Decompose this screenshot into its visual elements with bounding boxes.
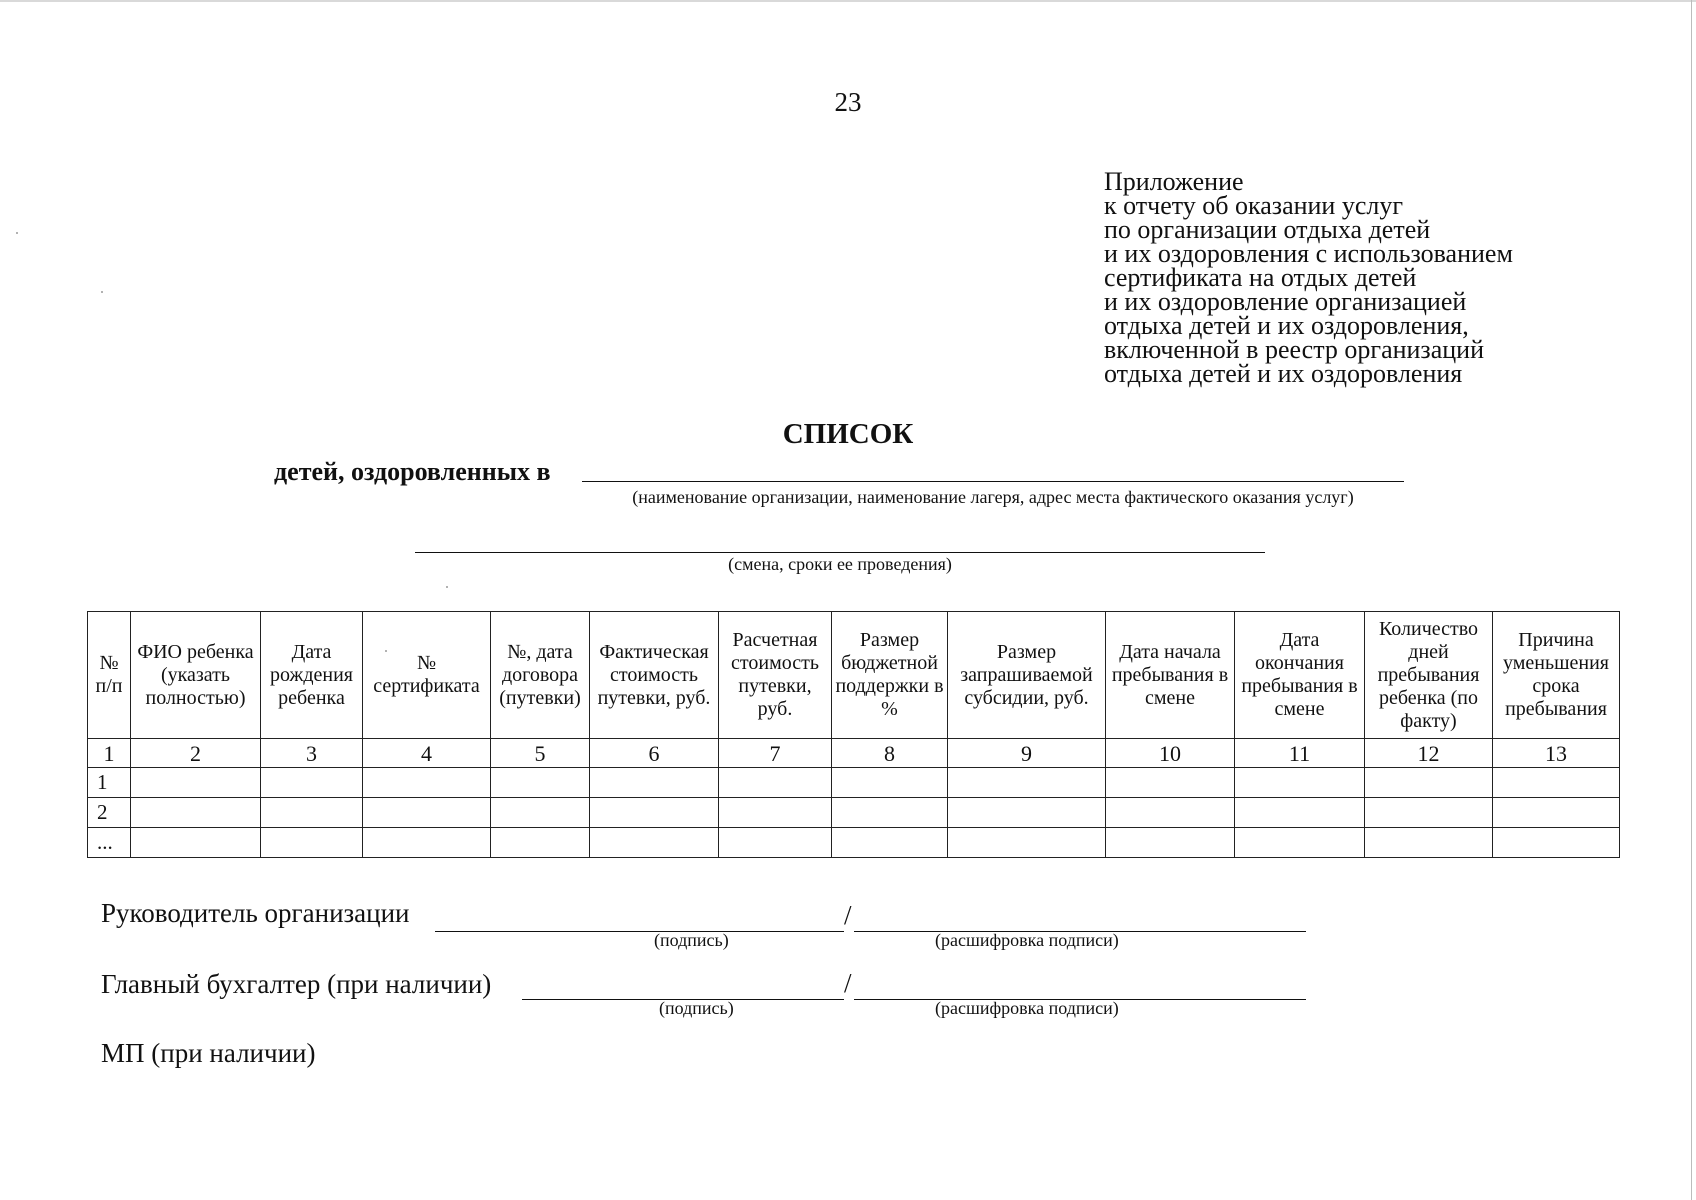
table-cell[interactable]: [1106, 798, 1235, 828]
appendix-line: и их оздоровление организацией: [1104, 287, 1467, 316]
column-header: № п/п: [88, 612, 131, 739]
column-header: Дата начала пребывания в смене: [1106, 612, 1235, 739]
table-cell[interactable]: [590, 798, 719, 828]
table-row: [88, 798, 1620, 828]
column-number: 13: [1493, 739, 1620, 768]
accountant-signature-label: Главный бухгалтер (при наличии): [101, 969, 492, 999]
appendix-line: отдыха детей и их оздоровления,: [1104, 311, 1469, 340]
signature-separator: /: [844, 900, 852, 930]
table-cell[interactable]: [719, 768, 832, 798]
table-cell[interactable]: [948, 798, 1106, 828]
table-cell[interactable]: [590, 768, 719, 798]
table-cell[interactable]: [1106, 828, 1235, 858]
table-cell[interactable]: [363, 768, 491, 798]
page-number: 23: [834, 87, 862, 117]
table-cell[interactable]: [491, 798, 590, 828]
table-cell[interactable]: [1493, 768, 1620, 798]
document-subtitle: детей, оздоровленных в: [274, 457, 551, 486]
table-cell[interactable]: [590, 828, 719, 858]
table-cell[interactable]: [832, 798, 948, 828]
signature-caption: (подпись): [659, 998, 734, 1018]
shift-caption: (смена, сроки ее проведения): [728, 554, 952, 574]
page-edge: [0, 0, 1696, 2]
table-cell[interactable]: [261, 798, 363, 828]
table-row: [88, 828, 1620, 858]
row-number: ...: [88, 828, 131, 858]
appendix-line: включенной в реестр организаций: [1104, 335, 1484, 364]
table-cell[interactable]: [131, 798, 261, 828]
column-header: Размер запрашиваемой субсидии, руб.: [948, 612, 1106, 739]
column-number: 4: [363, 739, 491, 768]
column-header: ФИО ребенка (указать полностью): [131, 612, 261, 739]
table-cell[interactable]: [1235, 798, 1365, 828]
head-signature-line[interactable]: [435, 931, 844, 932]
table-cell[interactable]: [363, 828, 491, 858]
appendix-line: отдыха детей и их оздоровления: [1104, 359, 1463, 388]
stamp-label: МП (при наличии): [101, 1038, 316, 1068]
table-cell[interactable]: [948, 828, 1106, 858]
document-title: СПИСОК: [782, 418, 914, 450]
column-header: Размер бюджетной поддержки в %: [832, 612, 948, 739]
column-number: 11: [1235, 739, 1365, 768]
table-cell[interactable]: [261, 828, 363, 858]
appendix-note: [1104, 167, 1513, 388]
column-number: 10: [1106, 739, 1235, 768]
table-cell[interactable]: [491, 828, 590, 858]
decoding-caption: (расшифровка подписи): [935, 930, 1119, 950]
column-header: Дата окончания пребывания в смене: [1235, 612, 1365, 739]
table-cell[interactable]: [1235, 828, 1365, 858]
signature-separator: /: [844, 968, 852, 998]
table-cell[interactable]: [832, 768, 948, 798]
scan-speck: [101, 291, 103, 293]
appendix-line: к отчету об оказании услуг: [1104, 191, 1404, 220]
scan-speck: [446, 586, 448, 588]
table-cell[interactable]: [832, 828, 948, 858]
decoding-caption: (расшифровка подписи): [935, 998, 1119, 1018]
table-cell[interactable]: [131, 768, 261, 798]
organization-caption: (наименование организации, наименование лагеря, адрес места фактического оказания услуг): [632, 487, 1354, 507]
appendix-line: Приложение: [1104, 167, 1244, 196]
head-signature-label: Руководитель организации: [101, 898, 410, 928]
column-header: Расчетная стоимость путевки, руб.: [719, 612, 832, 739]
column-number-row: [88, 739, 1620, 768]
row-number: 1: [88, 768, 131, 798]
table-cell[interactable]: [491, 768, 590, 798]
appendix-line: сертификата на отдых детей: [1104, 263, 1417, 292]
column-header: № сертификата: [363, 612, 491, 739]
column-number: 12: [1365, 739, 1493, 768]
table-cell[interactable]: [1365, 798, 1493, 828]
table-cell[interactable]: [1235, 768, 1365, 798]
scan-speck: [16, 232, 18, 234]
table-header-row: [88, 612, 1620, 739]
table-cell[interactable]: [1365, 768, 1493, 798]
column-number: 8: [832, 739, 948, 768]
column-number: 2: [131, 739, 261, 768]
table-cell[interactable]: [261, 768, 363, 798]
table-cell[interactable]: [719, 798, 832, 828]
table-row: [88, 768, 1620, 798]
organization-fill-line[interactable]: [582, 481, 1404, 482]
appendix-line: и их оздоровления с использованием: [1104, 239, 1513, 268]
children-table: [87, 611, 1620, 858]
column-number: 7: [719, 739, 832, 768]
table-cell[interactable]: [131, 828, 261, 858]
row-number: 2: [88, 798, 131, 828]
column-header: Фактическая стоимость путевки, руб.: [590, 612, 719, 739]
column-header: Дата рождения ребенка: [261, 612, 363, 739]
appendix-line: по организации отдыха детей: [1104, 215, 1431, 244]
column-number: 9: [948, 739, 1106, 768]
table-cell[interactable]: [1493, 798, 1620, 828]
table-cell[interactable]: [948, 768, 1106, 798]
shift-fill-line[interactable]: [415, 552, 1265, 553]
table-cell[interactable]: [363, 798, 491, 828]
table-cell[interactable]: [1493, 828, 1620, 858]
column-header: Количество дней пребывания ребенка (по факту): [1365, 612, 1493, 739]
column-header: №, дата договора (путевки): [491, 612, 590, 739]
page-edge: [1691, 0, 1692, 1200]
signature-caption: (подпись): [654, 930, 729, 950]
table-cell[interactable]: [1365, 828, 1493, 858]
column-number: 3: [261, 739, 363, 768]
column-number: 1: [88, 739, 131, 768]
table-cell[interactable]: [1106, 768, 1235, 798]
column-header: Причина уменьшения срока пребывания: [1493, 612, 1620, 739]
column-number: 6: [590, 739, 719, 768]
table-cell[interactable]: [719, 828, 832, 858]
column-number: 5: [491, 739, 590, 768]
